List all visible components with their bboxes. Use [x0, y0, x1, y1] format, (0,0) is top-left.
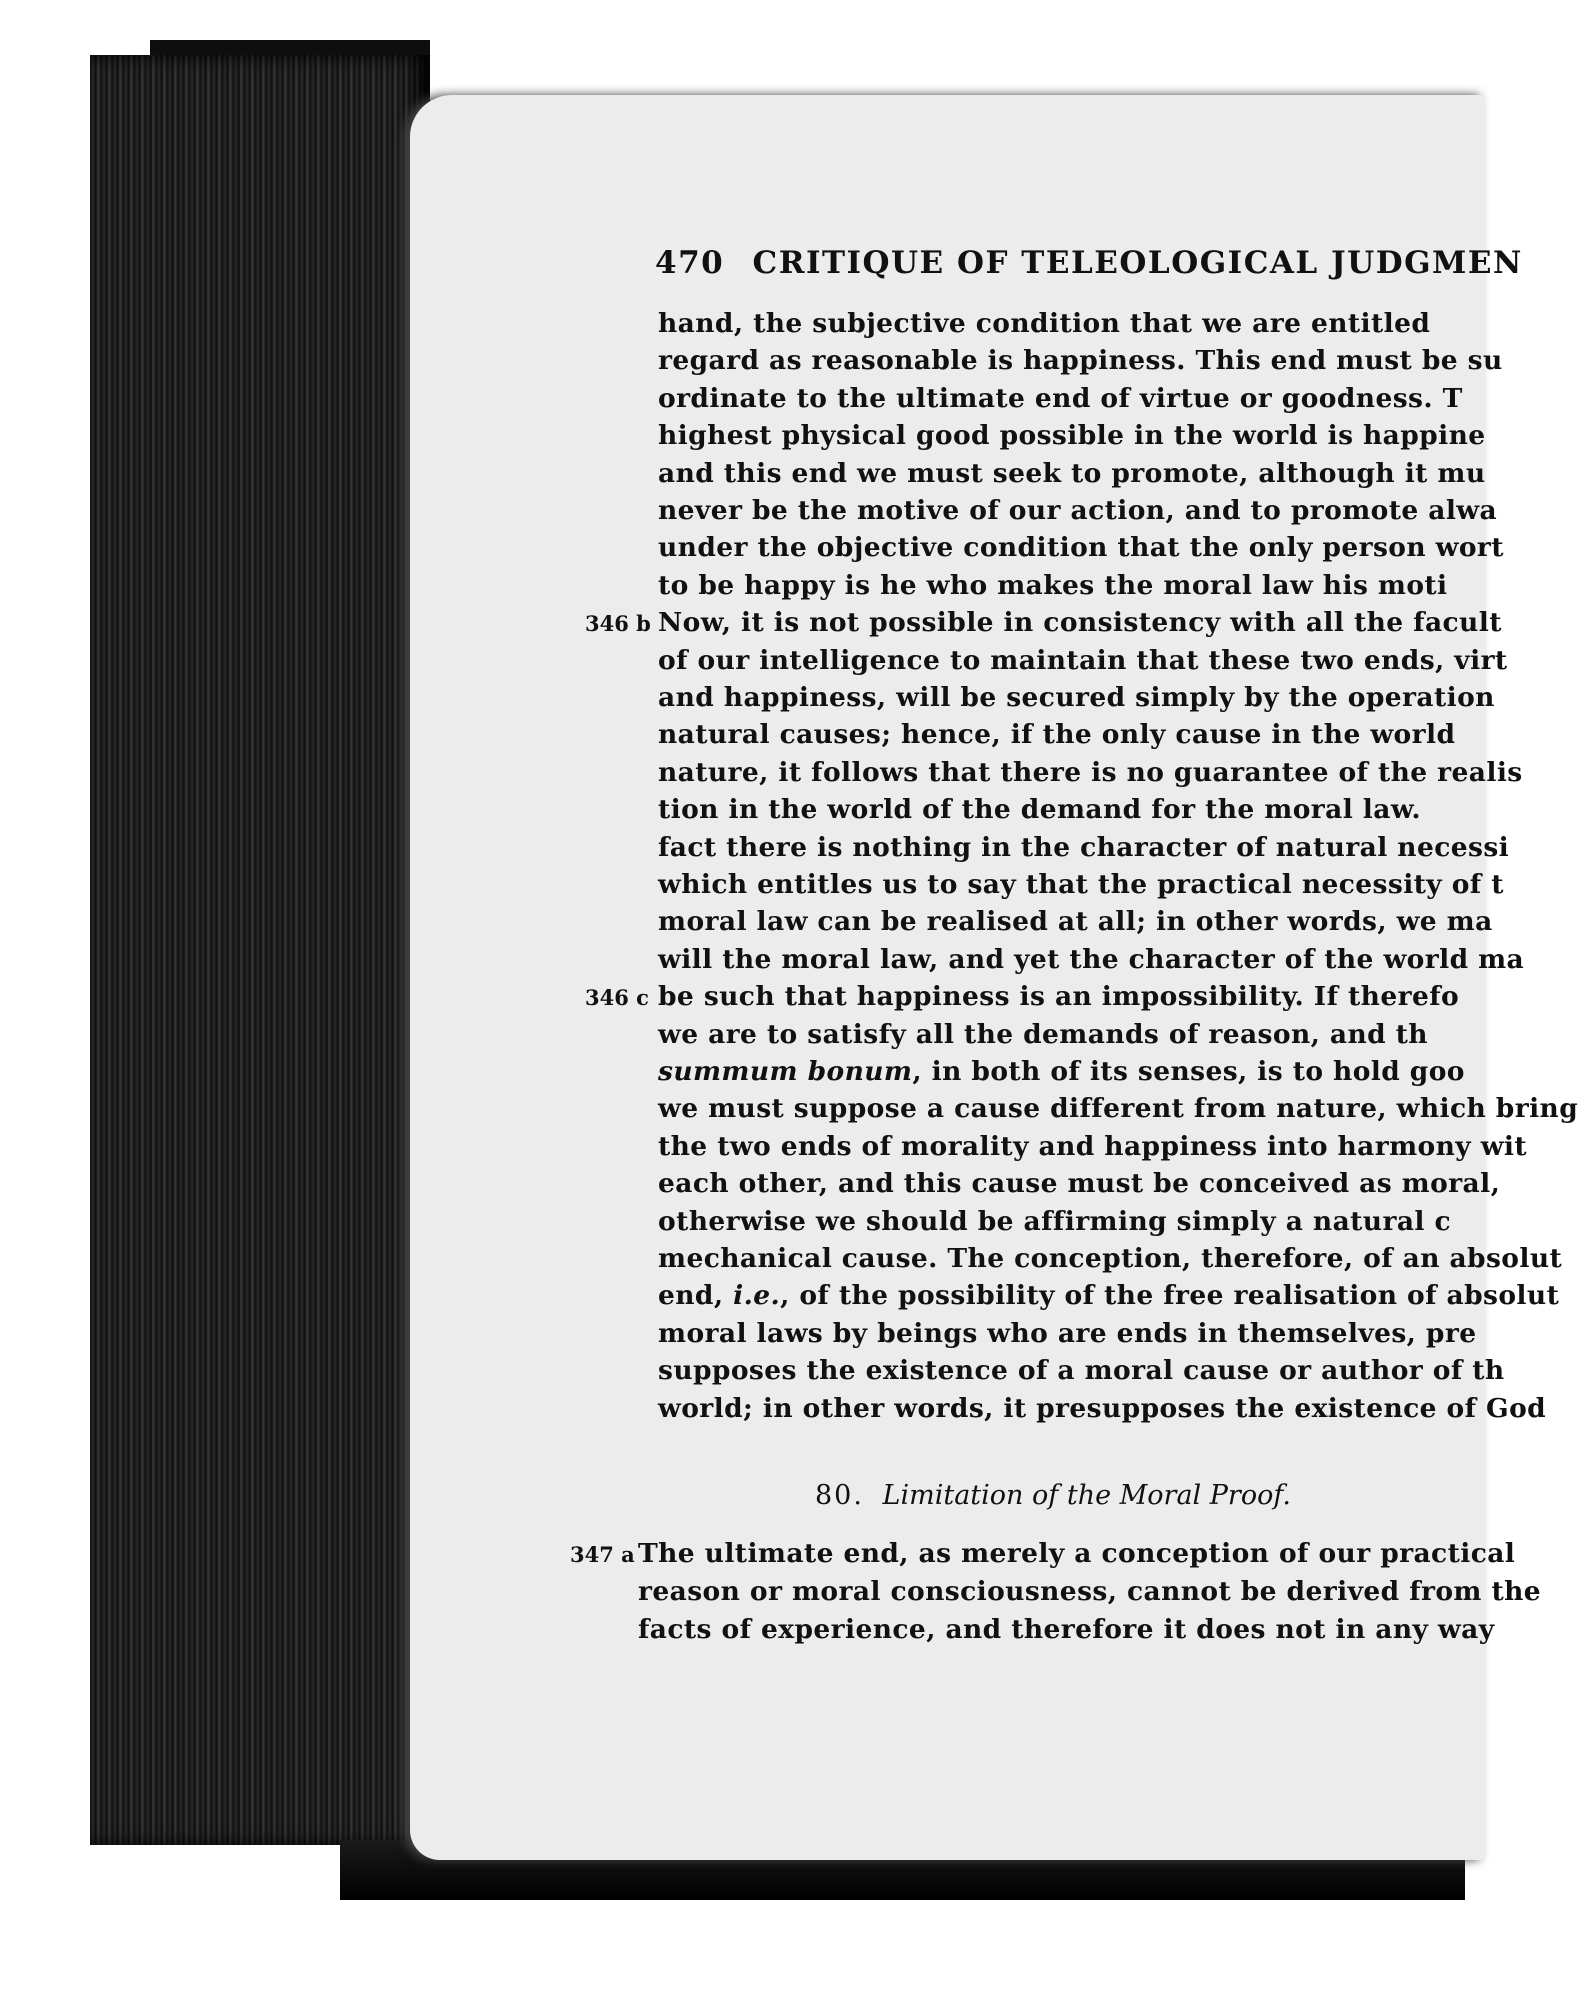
text-line: reason or moral consciousness, cannot be derived from the: [638, 1576, 1542, 1607]
text-line: regard as reasonable is happiness. This end must be su: [658, 345, 1503, 377]
text-line: summum bonum, in both of its senses, is to hold goo: [658, 1056, 1465, 1087]
margin-reference: 346 c: [585, 985, 649, 1011]
text-line: Now, it is not possible in consistency with all the facult: [658, 607, 1502, 639]
text-line: tion in the world of the demand for the moral law.: [658, 794, 1422, 826]
text-line: nature, it follows that there is no guarantee of the realis: [658, 756, 1523, 788]
text-line: each other, and this cause must be conceived as moral,: [658, 1168, 1501, 1200]
text-line: natural causes; hence, if the only cause in the world: [658, 719, 1456, 751]
section-number: 80.: [815, 1480, 864, 1511]
text-line: hand, the subjective condition that we are entitled: [658, 308, 1431, 339]
text-line: world; in other words, it presupposes the existence of God: [658, 1392, 1547, 1424]
text-line: highest physical good possible in the world is happine: [658, 420, 1486, 452]
text-line: of our intelligence to maintain that these two ends, virt: [658, 644, 1508, 676]
section-title: Limitation of the Moral Proof.: [882, 1480, 1291, 1511]
margin-reference: 346 b: [585, 611, 651, 637]
text-line: mechanical cause. The conception, therefore, of an absolut: [658, 1243, 1563, 1274]
text-line: otherwise we should be affirming simply a natural c: [658, 1205, 1452, 1237]
text-line: to be happy is he who makes the moral law his moti: [658, 569, 1448, 601]
text-line: under the objective condition that the only person wort: [658, 532, 1504, 564]
text-line: The ultimate end, as merely a conception of our practical: [638, 1538, 1516, 1569]
text-line: we are to satisfy all the demands of reason, and th: [658, 1018, 1428, 1050]
text-line: supposes the existence of a moral cause or author of th: [658, 1355, 1505, 1387]
book-fore-edge: [90, 55, 430, 1845]
section-heading: [815, 1480, 1291, 1511]
text-line: which entitles us to say that the practical necessity of t: [658, 869, 1504, 900]
text-line: will the moral law, and yet the character of the world ma: [658, 943, 1525, 975]
text-line: never be the motive of our action, and to promote alwa: [658, 495, 1498, 526]
text-line: and this end we must seek to promote, although it mu: [658, 457, 1486, 489]
running-title: CRITIQUE OF TELEOLOGICAL JUDGMEN: [752, 245, 1523, 281]
text-line: ordinate to the ultimate end of virtue or goodness. T: [658, 382, 1463, 414]
running-header: [655, 245, 1523, 281]
text-line: we must suppose a cause different from nature, which bring: [658, 1093, 1578, 1125]
page-number: 470: [655, 245, 725, 281]
text-line: moral law can be realised at all; in other words, we ma: [658, 906, 1493, 938]
text-line: be such that happiness is an impossibility. If therefo: [658, 981, 1460, 1013]
margin-reference: 347 a: [570, 1542, 635, 1567]
text-line: and happiness, will be secured simply by the operation: [658, 682, 1495, 713]
book-page: [410, 95, 1578, 1860]
text-line: facts of experience, and therefore it does not in any way: [638, 1614, 1495, 1645]
text-line: end, i.e., of the possibility of the free realisation of absolut: [658, 1280, 1560, 1312]
text-line: the two ends of morality and happiness into harmony wit: [658, 1130, 1528, 1162]
text-line: fact there is nothing in the character of natural necessi: [658, 831, 1510, 863]
text-line: moral laws by beings who are ends in themselves, pre: [658, 1317, 1477, 1349]
